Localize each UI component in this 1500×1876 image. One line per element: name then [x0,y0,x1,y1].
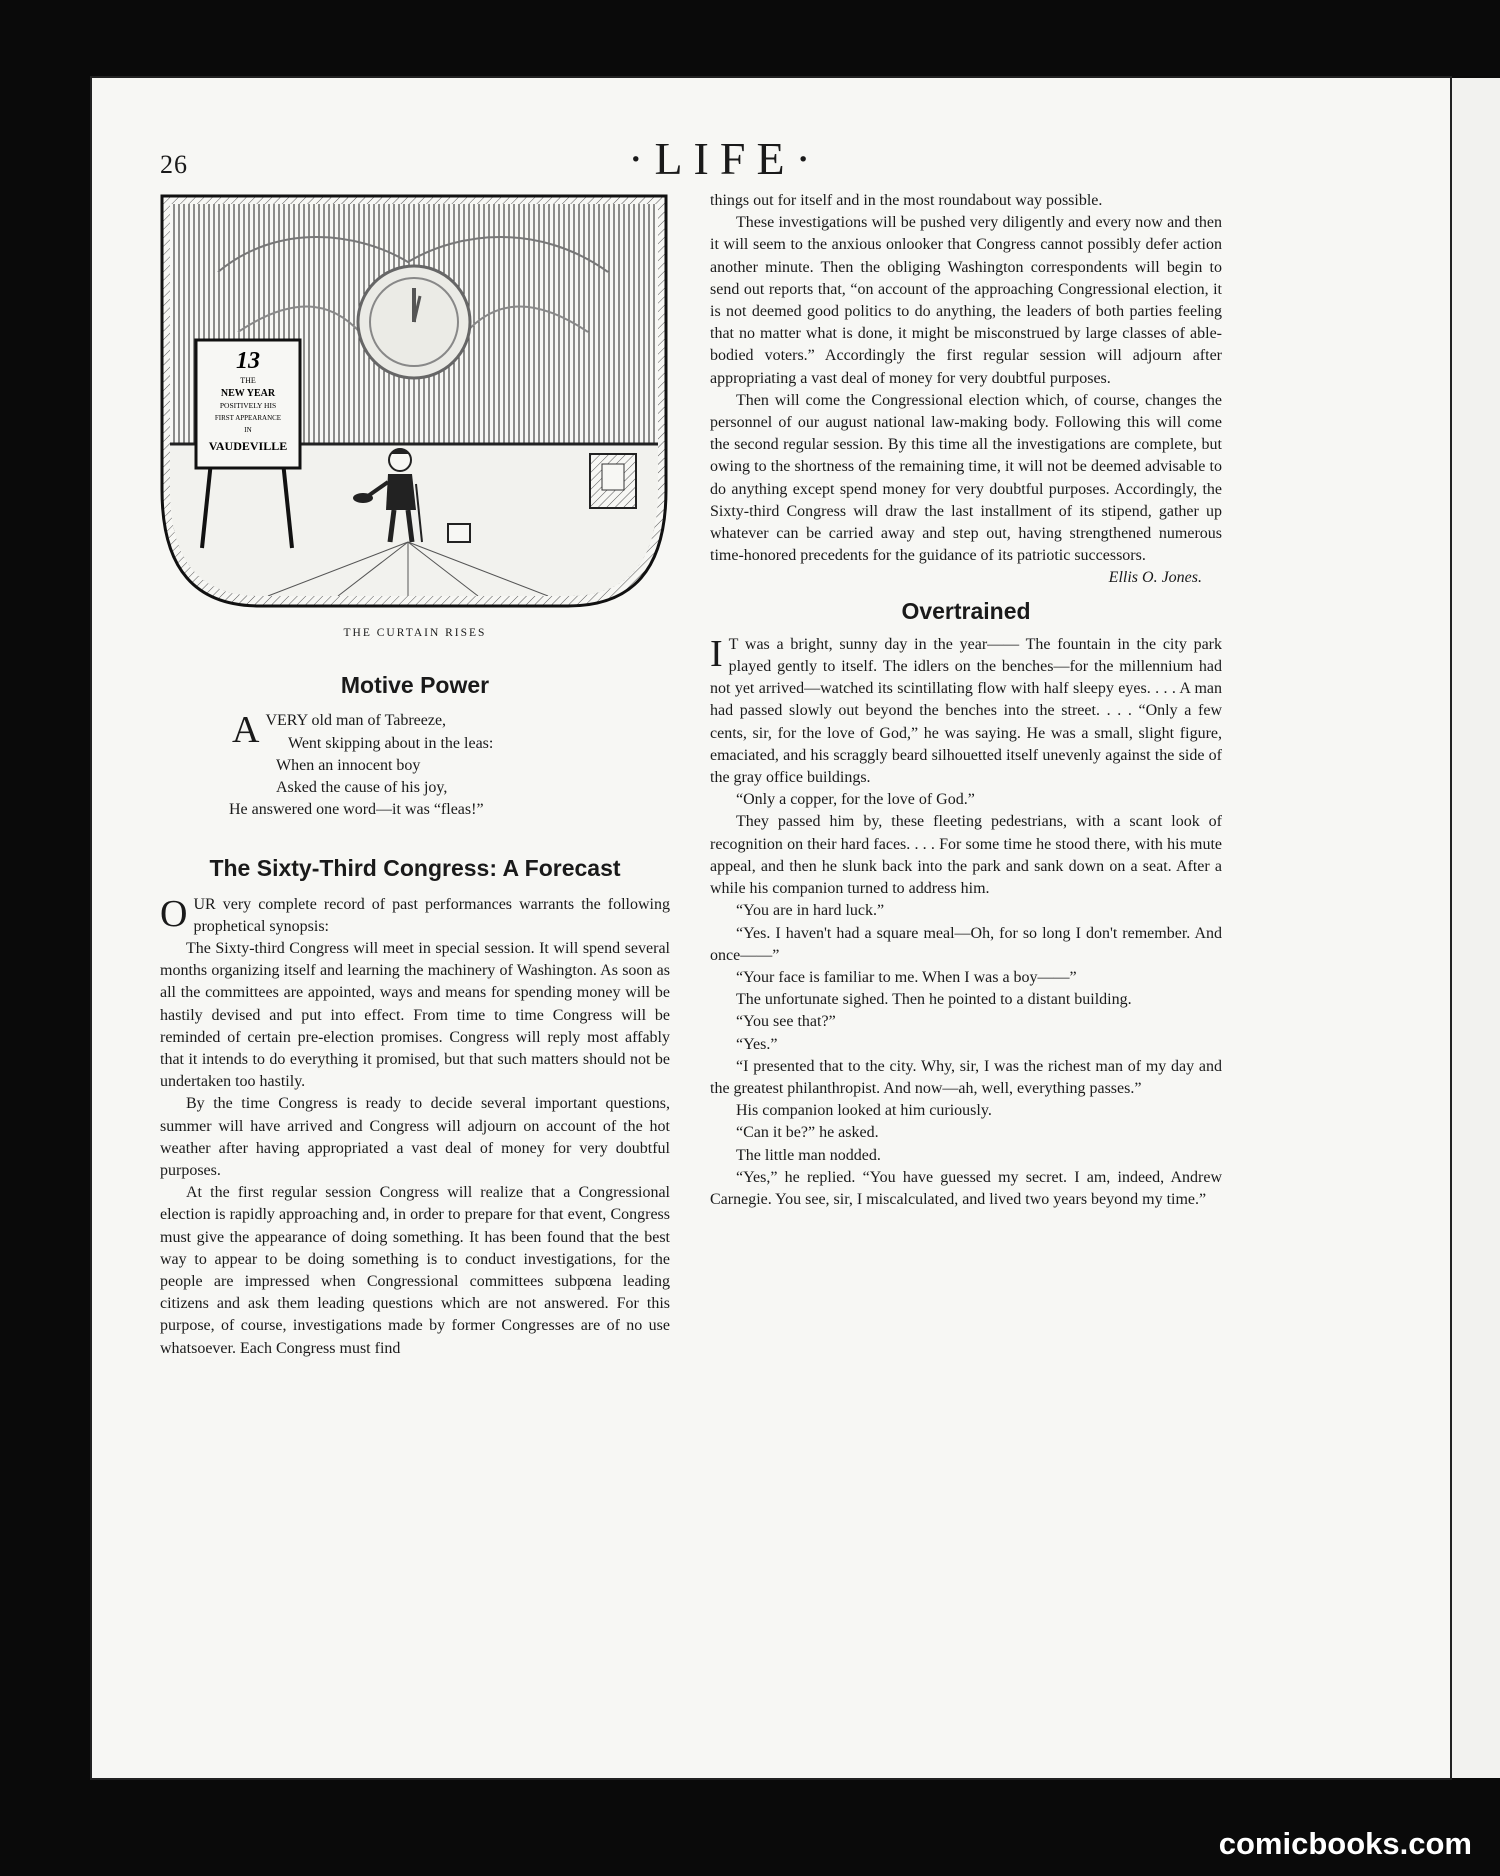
sign-line: POSITIVELY HIS [219,401,277,410]
overtrained-article [710,634,1222,1211]
congress-first-paragraph: OUR very complete record of past performances warrants the following prophetical synopsis: [160,892,670,935]
story-paragraph: “Yes,” he replied. “You have guessed my secret. I am, indeed, Andrew Carnegie. You see, sir, I miscalculated, and lived two years beyond my time.” [710,1168,1222,1208]
congress-paragraph: Then will come the Congressional election which, of course, changes the personnel of our august national law-making body. Following this will come the second regular session. By this time all the investigations are complete, but owing to the shortness of the remaining time, it will not be deemed advisable to do anything except spend money for very doubtful purposes. Accordingly, the Sixty-third Congress will draw the last installment of its stipend, gather up whatever can be carried away and step out, having strengthened numerous time-honored precedents for the guidance of its patriotic successors. [710,391,1222,565]
sign-line: NEW YEAR [220,388,276,399]
story-paragraph: “Your face is familiar to me. When I was a boy——” [736,968,1077,986]
poem-line: VERY old man of Tabreeze, [265,712,447,730]
dropcap: I [710,632,723,675]
congress-paragraph: These investigations will be pushed very diligently and every now and then it will seem to the anxious onlooker that Congress cannot possibly defer action another minute. Then the obliging Washington correspondents will begin to send out reports that, “on account of the approaching Congressional election, it is not deemed good politics to do anything, the leaders of both parties feeling that no matter what is done, it might be misconstrued by large classes of able-bodied voters.” Accordingly the first regular session will adjourn after appropriating a vast deal of money for very doubtful purposes. [710,214,1222,387]
right-column [710,190,1222,1211]
left-column [160,192,670,1360]
sign-line: THE [240,376,256,385]
illustration-caption: THE CURTAIN RISES [343,627,487,639]
congress-paragraph: The Sixty-third Congress will meet in special session. It will spend several months organizing itself and learning the machinery of Washington. As soon as all the committees are appointed, ways and means for spending money will be hastily devised and put into effect. From time to time Congress will be reminded of certain pre-election promises. Congress will reply most affably that it intends to do everything it promised, but that such matters should not be undertaken too hastily. [160,940,670,1091]
story-paragraph: “Can it be?” he asked. [736,1124,879,1142]
poem-line: When an innocent boy [276,756,421,774]
story-paragraph: “You see that?” [736,1013,836,1031]
overtrained-title: Overtrained [901,597,1031,624]
story-paragraph: The little man nodded. [736,1146,881,1164]
congress-article [160,894,670,1360]
poem-line: Went skipping about in the leas: [288,734,494,752]
congress-paragraph: At the first regular session Congress will realize that a Congressional election is rapidly approaching and, in order to prepare for that event, Congress must give the appearance of doing something. It has been found that the best way to appear to be doing something is to conduct investigations, for the people are impressed when Congressional committees subpœna leading citizens and ask them leading questions which are not answered. For this purpose, of course, investigations made by former Congresses are of no use whatsoever. Each Congress must find [160,1184,670,1357]
story-paragraph: “I presented that to the city. Why, sir, I was the richest man of my day and the greatest philanthropist. And now—ah, well, everything passes.” [710,1057,1222,1097]
motive-power-poem [229,709,670,821]
sign-line: FIRST APPEARANCE [214,414,282,422]
page-number: 26 [160,150,188,179]
story-paragraph: They passed him by, these fleeting pedestrians, with a scant look of recognition on their hard faces. . . . For some time he stood there, with his mute appeal, and then he slunk back into the park and sank down on a seat. After a while his companion turned to address him. [710,813,1222,898]
story-paragraph: “You are in hard luck.” [736,902,885,920]
dropcap: A [232,709,260,752]
overtrained-first-paragraph: I T was a bright, sunny day in the year—— The fountain in the city park played gently to itself. The idlers on the benches—for the millennium had not yet arrived—watched its scintillating flow with half sleepy eyes. . . . A man had passed slowly out beyond the benches into the street. . . . “Only a few cents, sir, for the love of God,” he was saying. He was a small, slight figure, emaciated, and his scraggly beard silhouetted itself unevenly against the side of the gray office buildings. [710,632,1222,787]
sign-number: 13 [236,348,260,374]
sign-line: VAUDEVILLE [208,439,288,453]
story-paragraph: His companion looked at him curiously. [736,1102,992,1120]
congress-paragraph: By the time Congress is ready to decide several important questions, summer will have arrived and Congress will adjourn on account of the hot weather after having appropriated a vast deal of money for very doubtful purposes. [160,1095,670,1180]
sign-line: IN [244,426,252,434]
congress-continued: things out for itself and in the most roundabout way possible. [710,192,1103,209]
story-paragraph: “Yes.” [736,1035,778,1053]
dropcap: O [160,892,188,935]
masthead: ·LIFE· [628,133,822,184]
next-page-edge [1452,78,1500,1778]
poem-line: Asked the cause of his joy, [276,779,448,797]
curtain-illustration [158,192,670,608]
site-watermark: comicbooks.com [1218,1826,1472,1861]
author-byline: Ellis O. Jones. [1108,569,1202,587]
story-paragraph: “Yes. I haven't had a square meal—Oh, for so long I don't remember. And once——” [710,924,1222,964]
motive-power-title: Motive Power [340,672,490,699]
stage-drawing [158,192,670,608]
story-paragraph: “Only a copper, for the love of God.” [736,791,975,809]
congress-title: The Sixty-Third Congress: A Forecast [209,855,621,882]
poem-line: He answered one word—it was “fleas!” [229,801,484,819]
story-paragraph: The unfortunate sighed. Then he pointed to a distant building. [736,991,1132,1009]
